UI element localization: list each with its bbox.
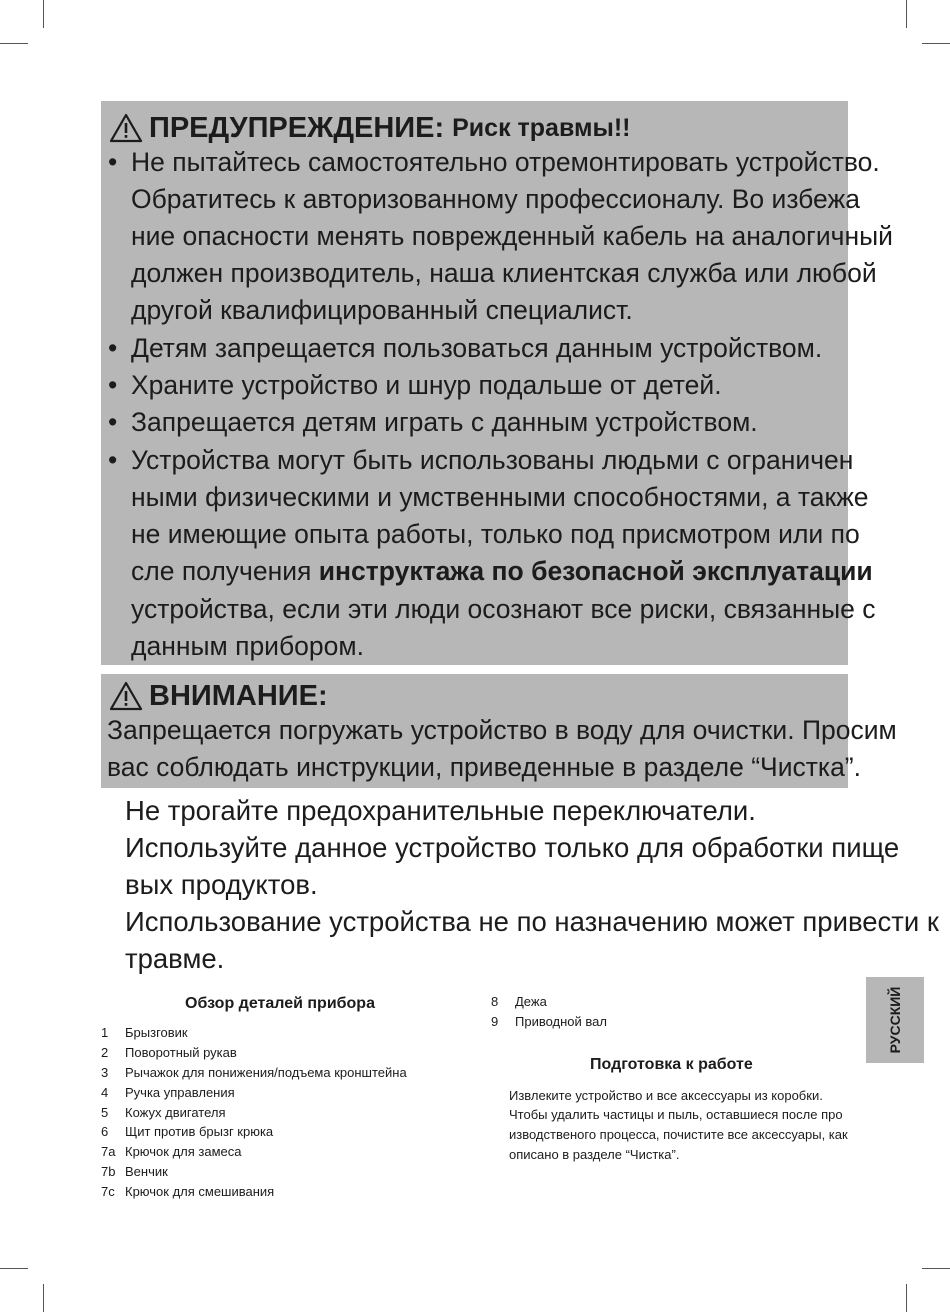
crop-mark bbox=[922, 1268, 950, 1269]
part-number: 3 bbox=[101, 1065, 109, 1080]
note-line: Использование устройства не по назначению может привести к bbox=[125, 906, 939, 937]
prep-line: Чтобы удалить частицы и пыль, оставшиеся после про bbox=[509, 1107, 843, 1122]
warning-line: не имеющие опыта работы, только под присмотром или по bbox=[131, 519, 860, 549]
crop-mark bbox=[922, 43, 950, 44]
warning-line bbox=[131, 553, 873, 590]
prep-line: Извлеките устройство и все аксессуары из коробки. bbox=[509, 1088, 823, 1103]
part-label: Поворотный рукав bbox=[125, 1045, 237, 1060]
crop-mark bbox=[43, 1284, 44, 1312]
part-label: Крючок для замеса bbox=[125, 1144, 242, 1159]
part-label: Венчик bbox=[125, 1164, 168, 1179]
warning-line-text: сле получения bbox=[131, 556, 319, 586]
warning-line: Храните устройство и шнур подальше от детей. bbox=[131, 370, 722, 400]
part-label: Рычажок для понижения/подъема кронштейна bbox=[125, 1065, 407, 1080]
bullet-marker: • bbox=[108, 333, 118, 363]
part-label: Крючок для смешивания bbox=[125, 1184, 275, 1199]
warning-line: Не пытайтесь самостоятельно отремонтировать устройство. bbox=[131, 147, 880, 177]
prep-line: описано в разделе “Чистка”. bbox=[509, 1147, 680, 1162]
warning-line: Устройства могут быть использованы людьми с ограничен bbox=[131, 445, 854, 475]
note-line: вых продуктов. bbox=[125, 869, 318, 900]
part-number: 9 bbox=[491, 1014, 499, 1029]
part-number: 7a bbox=[101, 1144, 116, 1159]
crop-mark bbox=[43, 0, 44, 28]
note-line: Используйте данное устройство только для обработки пище bbox=[125, 832, 900, 863]
warning-emphasis: инструктажа по безопасной эксплуатации bbox=[318, 556, 873, 586]
part-label: Брызговик bbox=[125, 1025, 188, 1040]
part-number: 8 bbox=[491, 994, 499, 1009]
crop-mark bbox=[906, 0, 907, 28]
part-label: Кожух двигателя bbox=[125, 1105, 226, 1120]
warning-line: ными физическими и умственными способностями, а также bbox=[131, 482, 869, 512]
part-label: Ручка управления bbox=[125, 1085, 235, 1100]
warning-title: ПРЕДУПРЕЖДЕНИЕ: bbox=[149, 112, 445, 144]
bullet-marker: • bbox=[108, 370, 118, 400]
part-label: Приводной вал bbox=[515, 1014, 607, 1029]
part-number: 1 bbox=[101, 1025, 109, 1040]
warning-line: другой квалифицированный специалист. bbox=[131, 295, 633, 325]
part-label: Щит против брызг крюка bbox=[125, 1124, 274, 1139]
warning-triangle-icon bbox=[109, 113, 143, 143]
bullet-marker: • bbox=[108, 407, 118, 437]
warning-line: устройства, если эти люди осознают все риски, связанные с bbox=[131, 594, 876, 624]
caution-line: вас соблюдать инструкции, приведенные в разделе “Чистка”. bbox=[107, 752, 861, 782]
part-number: 5 bbox=[101, 1105, 109, 1120]
warning-subtitle: Риск травмы!! bbox=[452, 114, 631, 142]
bullet-marker: • bbox=[108, 445, 118, 475]
prep-line: изводственого процесса, почистите все аксессуары, как bbox=[509, 1127, 848, 1142]
warning-line: должен производитель, наша клиентская служба или любой bbox=[131, 258, 877, 288]
bullet-marker: • bbox=[108, 147, 118, 177]
warning-line: Детям запрещается пользоваться данным устройством. bbox=[131, 333, 823, 363]
warning-box bbox=[101, 101, 893, 665]
crop-mark bbox=[906, 1284, 907, 1312]
part-number: 7b bbox=[101, 1164, 116, 1179]
warning-line: ние опасности менять поврежденный кабель на аналогичный bbox=[131, 221, 893, 251]
language-tab bbox=[866, 977, 924, 1063]
language-label: РУССКИЙ bbox=[887, 986, 903, 1054]
parts-title: Обзор деталей прибора bbox=[185, 995, 375, 1012]
part-number: 7c bbox=[101, 1184, 115, 1199]
warning-line: Запрещается детям играть с данным устройством. bbox=[131, 407, 758, 437]
note-line: травме. bbox=[125, 943, 225, 974]
warning-triangle-icon bbox=[109, 681, 143, 711]
caution-line: Запрещается погружать устройство в воду для очистки. Просим bbox=[107, 715, 897, 745]
crop-mark bbox=[0, 43, 28, 44]
warning-line: Обратитесь к авторизованному профессионалу. Во избежа bbox=[131, 184, 860, 214]
caution-title: ВНИМАНИЕ: bbox=[149, 680, 328, 712]
crop-mark bbox=[0, 1268, 28, 1269]
part-number: 4 bbox=[101, 1085, 109, 1100]
caution-box bbox=[101, 674, 897, 788]
part-number: 2 bbox=[101, 1045, 109, 1060]
warning-line: данным прибором. bbox=[131, 631, 364, 661]
part-label: Дежа bbox=[515, 994, 547, 1009]
caution-heading bbox=[109, 680, 328, 712]
warning-heading bbox=[109, 112, 630, 144]
note-line: Не трогайте предохранительные переключатели. bbox=[125, 795, 756, 826]
part-number: 6 bbox=[101, 1124, 109, 1139]
prep-title: Подготовка к работе bbox=[590, 1056, 753, 1073]
